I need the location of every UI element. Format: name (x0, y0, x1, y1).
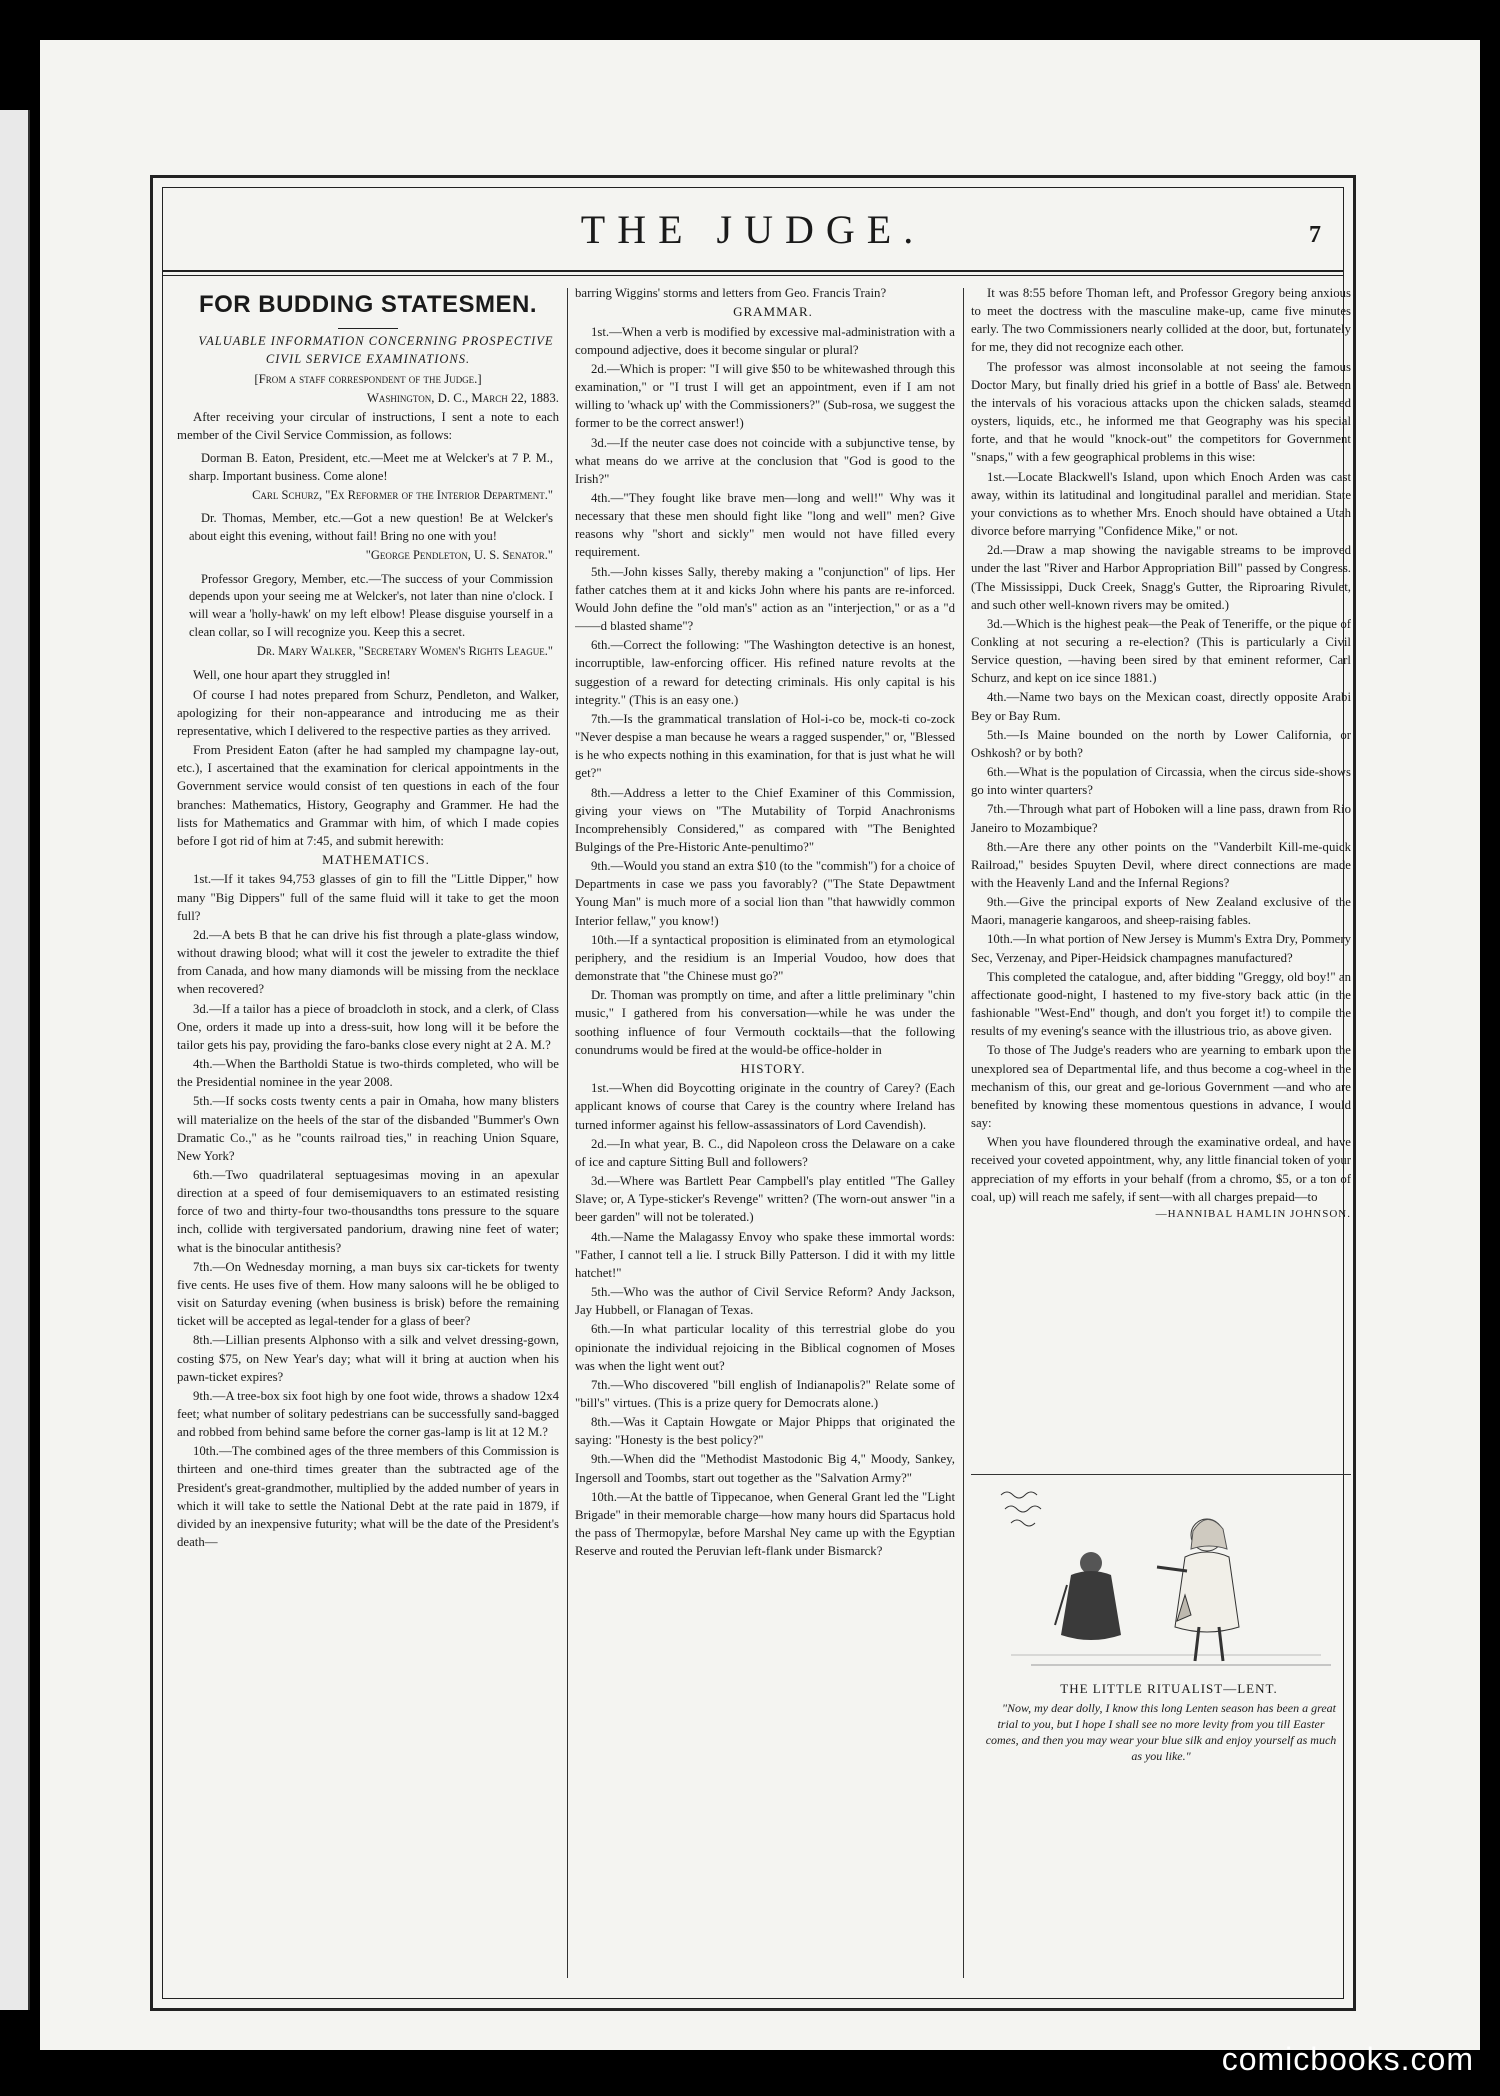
column-3 (971, 284, 1351, 1982)
question: 9th.—When did the "Methodist Mastodonic Big 4," Moody, Sankey, Ingersoll and Toombs, start out together as the "Salvation Army?" (575, 1452, 955, 1485)
section-heading-mathematics: MATHEMATICS. (322, 852, 430, 868)
intro-paragraph: After receiving your circular of instructions, I sent a note to each member of the Civil Service Commission, as follows: (177, 409, 559, 443)
question: 9th.—Would you stand an extra $10 (to the "commish") for a choice of Departments in case we pass you favorably? ("The State Depawtment Young Man" is much more of a social lion than "that hawwidly common Interior fellaw," you know!) (575, 859, 955, 928)
watermark: comicbooks.com (1221, 2041, 1474, 2077)
question: 6th.—Two quadrilateral septuagesimas moving in an apexular direction at a speed of four demisemiquavers to an estimated resisting force of two and thirty-four two-thousandths tons pressure to the square inch, collide with tergiversated pandorium, drawing nine feet of water; what is the binocular antithesis? (177, 1167, 559, 1255)
paragraph: Well, one hour apart they struggled in! (193, 668, 391, 683)
masthead-rule (163, 270, 1343, 272)
page-inner-border (162, 187, 1351, 1999)
article-title: FOR BUDDING STATESMEN. (198, 291, 538, 318)
question: 8th.—Address a letter to the Chief Examiner of this Commission, giving your views on "The Mutability of Torpid Anachronisms Incomprehensibly Considered," as compared with "The Benighted Bulgings of the Pre-Historic Ante-penultimo?" (575, 785, 955, 854)
question: 3d.—Which is the highest peak—the Peak of Teneriffe, or the pique of Conkling at not securing a re-election? (This is particularly a Civil Service question, —having been sired by that eminent reformer, Carl Schurz, and kept on ice since 1881.) (971, 616, 1351, 686)
letter-signature: "George Pendleton, U. S. Senator." (365, 547, 553, 562)
question: 7th.—Who discovered "bill english of Indianapolis?" Relate some of "bill's" virtues. (This is a prize query for Democrats alone.) (575, 1377, 955, 1410)
paragraph: Of course I had notes prepared from Schurz, Pendleton, and Walker, apologizing for their non-appearance and introducing me as their representative, which I delivered to the respective parties as they arrived. (177, 687, 559, 738)
question: 7th.—Is the grammatical translation of Hol-i-co be, mock-ti co-zock "Never despise a man because he wears a ragged suspender," or, "Blessed is he who expects nothing in this examination, for that is just what he will get?" (575, 711, 955, 781)
question: 5th.—Is Maine bounded on the north by Lower California, or Oshkosh? or by both? (971, 727, 1351, 760)
dateline-note: [From a staff correspondent of the Judge.] (254, 371, 482, 386)
doll-figure (1055, 1552, 1121, 1640)
question: 6th.—Correct the following: "The Washington detective is an honest, incorruptible, law-enforcing officer. His refined nature revolts at the suggestion of a reward for detecting criminals. His only capital is his integrity." (This is an easy one.) (575, 638, 955, 707)
question: 8th.—Lillian presents Alphonso with a silk and velvet dressing-gown, costing $75, on New Year's day; what will it bring at auction when his pawn-ticket expires? (177, 1333, 559, 1384)
question: 8th.—Are there any other points on the "Vanderbilt Kill-me-quick Railroad," besides Spuyten Devil, where direct connections are made with the Heavenly Land and the Infernal Regions? (971, 839, 1351, 890)
letter-body: Dorman B. Eaton, President, etc.—Meet me at Welcker's at 7 P. M., sharp. Important business. Come alone! (189, 451, 553, 483)
paragraph: From President Eaton (after he had sampled my champagne lay-out, etc.), I ascertained that the examination for clerical appointments in the Government service would consist of ten questions in each of the four branches: Mathematics, History, Geography and Grammer. He had the lists for Mathematics and Grammar with him, of which I made copies before I got rid of him at 7:45, and submit herewith: (177, 743, 559, 848)
page-border (150, 175, 1356, 2011)
question: 10th.—In what portion of New Jersey is Mumm's Extra Dry, Pommery Sec, Verzenay, and Piper-Heidsick champagnes manufactured? (971, 932, 1351, 965)
question: 7th.—On Wednesday morning, a man buys six car-tickets for twenty five cents. He uses five of them. How many saloons will he be obliged to visit on Saturday evening (when business is brisk) before the remaining ticket will be accepted as legal-tender for a glass of beer? (177, 1259, 559, 1329)
question: 6th.—In what particular locality of this terrestrial globe do you opinionate the individual rejoicing in the Biblical cognomen of Moses was when the light went out? (575, 1322, 955, 1373)
newspaper-page (40, 40, 1480, 2050)
letter-signature: Carl Schurz, "Ex Reformer of the Interior Department." (252, 487, 553, 502)
masthead: THE JUDGE. (580, 207, 926, 252)
paragraph: It was 8:55 before Thoman left, and Professor Gregory being anxious to meet the doctress with the masculine make-up, came five minutes early. The two Commissioners nearly collided at the door, but, fortunately for me, they did not recognize each other. (971, 286, 1351, 355)
paragraph: This completed the catalogue, and, after bidding "Greggy, old boy!" an affectionate good-night, I hastened to my five-story back attic (in the fashionable "West-End" though, and don't you forget it!) to compile the results of my evening's seance with the illustrious trio, as above given. (971, 969, 1351, 1039)
question: 9th.—A tree-box six foot high by one foot wide, throws a shadow 12x4 feet; what number of solitary pedestrians can be successfully sand-bagged and robbed from behind same before the corner gas-lamp is lit at 12 M.? (177, 1388, 559, 1440)
question: 4th.—Name two bays on the Mexican coast, directly opposite Arabi Bey or Bay Rum. (971, 690, 1351, 723)
column-divider (567, 288, 568, 1978)
girl-figure (1157, 1519, 1239, 1661)
section-heading-history: HISTORY. (740, 1060, 806, 1076)
question: 10th.—If a syntactical proposition is eliminated from an etymological periphery, and the residium is an Imperial Voudoo, how does that demonstrate that "the Chinese must go?" (575, 932, 955, 984)
question: 2d.—In what year, B. C., did Napoleon cross the Delaware on a cake of ice and capture Sitting Bull and followers? (575, 1136, 955, 1169)
question: 1st.—When a verb is modified by excessive mal-administration with a compound adjective, does it become singular or plural? (575, 324, 955, 357)
question: 10th.—The combined ages of the three members of this Commission is thirteen and one-third times greater than the subtracted age of the President's great-grandmother, multiplied by the added number of years in which it will take to settle the National Debt at the rate paid in 1879, if divided by an inexpensive futurity; what will be the date of the President's death— (177, 1444, 559, 1550)
question: 5th.—Who was the author of Civil Service Reform? Andy Jackson, Jay Hubbell, or Flanagan of Texas. (575, 1285, 955, 1318)
question: 1st.—Locate Blackwell's Island, upon which Enoch Arden was cast away, within its latitudinal and longitudinal parallel and meridian. State your convictions as to whether Mrs. Enoch should have obtained a Utah divorce before marrying "Confidence Mike," or not. (971, 469, 1351, 539)
column-divider (963, 288, 964, 1978)
masthead-rule-thin (163, 275, 1343, 276)
page-number: 7 (1309, 222, 1321, 248)
question: 2d.—A bets B that he can drive his fist through a plate-glass window, without drawing blood; what will it cost the jeweler to extradite the thief from Canada, and how many diamonds will be missing from the necklace when recovered? (177, 927, 559, 997)
question: 1st.—If it takes 94,753 glasses of gin to fill the "Little Dipper," how many "Big Dippers" full of the same fluid will it take to get the moon full? (177, 872, 559, 923)
paragraph: When you have floundered through the examinative ordeal, and have received your coveted appointment, why, any little financial token of your appreciation of my efforts in your behalf (from a chromo, $5, or a ton of coal, up) will reach me safely, if sent—with all charges prepaid—to (971, 1135, 1351, 1204)
question: 1st.—When did Boycotting originate in the country of Carey? (Each applicant knows of course that Carey is the country where Ireland has turned informer against his fellow-assassinators of Lord Cavendish). (575, 1081, 955, 1132)
question: 3d.—If a tailor has a piece of broadcloth in stock, and a clerk, of Class One, orders it made up into a dress-suit, how long will it be before the tailor gets his pay, providing the faro-banks close every night at 2 A. M.? (177, 1001, 559, 1052)
column-1 (177, 284, 559, 1982)
continued-text: barring Wiggins' storms and letters from Geo. Francis Train? (575, 286, 887, 300)
question: 3d.—If the neuter case does not coincide with a subjunctive tense, by what means do we arrive at the conclusion that "God is good to the Irish?" (575, 435, 955, 486)
question: 2d.—Which is proper: "I will give $50 to be whitewashed through this examination," or "I trust I will get an appointment, even if I am not willing to 'whack up' with the Commissioners?" (Sub-rosa, we suggest the former to be the correct answer!) (575, 361, 955, 431)
dateline: Washington, D. C., March 22, 1883. (366, 390, 559, 405)
illustration-caption-title: THE LITTLE RITUALIST—LENT. (1060, 1681, 1278, 1697)
title-rule (338, 328, 398, 329)
letter (189, 571, 553, 661)
question: 5th.—If socks costs twenty cents a pair in Omaha, how many blisters will materialize on the heels of the star of the disbanded "Bummer's Own Dramatic Co.," as he "counts railroad ties," in reaching Union Square, New York? (177, 1094, 559, 1163)
question: 4th.—When the Bartholdi Statue is two-thirds completed, who will be the Presidential nominee in the year 2008. (177, 1057, 559, 1090)
letter (189, 510, 553, 564)
question: 5th.—John kisses Sally, thereby making a "conjunction" of lips. Her father catches them at it and kicks John where his pants are re-inforced. Would John define the "old man's" action as an "interjection," or as a "d——d blasted shame"? (575, 564, 955, 634)
question: 9th.—Give the principal exports of New Zealand exclusive of the Maori, managerie kangaroos, and sheep-raising fables. (971, 895, 1351, 928)
question: 4th.—"They fought like brave men—long and well!" Why was it necessary that these men should fight like "long and well" men? Give reasons why "short and sickly" men would not have filled every requirement. (575, 491, 955, 560)
paragraph: To those of The Judge's readers who are yearning to embark upon the unexplored sea of Departmental life, and thus become a cog-wheel in the mechanism of this, our great and ge-lorious Government —and who are benefited by knowing these momentous questions in advance, I would say: (971, 1043, 1351, 1131)
letter-body: Dr. Thomas, Member, etc.—Got a new question! Be at Welcker's about eight this evening, without fail! Bring no one with you! (189, 511, 553, 544)
byline: —HANNIBAL HAMLIN JOHNSON. (1155, 1207, 1351, 1220)
illustration-girl-with-doll (971, 1475, 1351, 1675)
paragraph: The professor was almost inconsolable at not seeing the famous Doctor Mary, but finally dried his grief in a bottle of Bass' ale. Between the intervals of his voracious attacks upon the chicken salads, steamed oysters, liquids, etc., he informed me that Geography was his special forte, and that he would "knock-out" the competitors for Government "snaps," with a few geographical problems in this wise: (971, 359, 1351, 465)
question: 3d.—Where was Bartlett Pear Campbell's play entitled "The Galley Slave; or, A Type-sticker's Revenge" written? (The worn-out answer "in a beer garden" will not be tolerated.) (575, 1174, 955, 1225)
letter (189, 450, 553, 504)
question: 6th.—What is the population of Circassia, when the circus side-shows go into winter quarters? (971, 765, 1351, 798)
question: 10th.—At the battle of Tippecanoe, when General Grant led the "Light Brigade" in their memorable charge—how many hours did Spartacus hold the pass of Thermopylæ, before Marshal Ney came up with the Egyptian Reserve and routed the Peruvian left-flank under Bismarck? (575, 1489, 955, 1559)
question: 2d.—Draw a map showing the navigable streams to be improved under the last "River and Harbor Appropriation Bill" passed by Congress. (The Mississippi, Duck Creek, Snagg's Gutter, the Riproaring Rivulet, and such other well-known rivers may be omited.) (971, 543, 1351, 612)
illustration-caption-text: "Now, my dear dolly, I know this long Lenten season has been a great trial to you, but I hope I shall see no more levity from you till Easter comes, and then you may wear your blue silk and enjoy yourself as much as you like." (985, 1700, 1337, 1764)
question: 4th.—Name the Malagassy Envoy who spake these immortal words: "Father, I cannot tell a lie. I struck Billy Patterson. I did it with my little hatchet!" (575, 1229, 955, 1280)
article-subtitle: VALUABLE INFORMATION CONCERNING PROSPECTIVE CIVIL SERVICE EXAMINATIONS. (198, 334, 554, 366)
paragraph: Dr. Thoman was promptly on time, and after a little preliminary "chin music," I gathered from his conversation—while he was under the soothing influence of four Vermouth cocktails—that the following conundrums would be fired at the would-be office-holder in (575, 988, 955, 1057)
illustration-panel (971, 1474, 1351, 1775)
column-2 (575, 284, 955, 1982)
question: 8th.—Was it Captain Howgate or Major Phipps that originated the saying: "Honesty is the best policy?" (575, 1415, 955, 1448)
question: 7th.—Through what part of Hoboken will a line pass, drawn from Rio Janeiro to Mozambique? (971, 802, 1351, 835)
facing-page-edge (0, 110, 30, 2010)
section-heading-grammar: GRAMMAR. (733, 304, 813, 320)
letter-body: Professor Gregory, Member, etc.—The success of your Commission depends upon your seeing me at Welcker's, not later than nine o'clock. I will wear a 'holly-hawk' on my left elbow! Please disguise yourself in a clean collar, so I will recognize you. Keep this a secret. (189, 571, 553, 639)
letter-signature: Dr. Mary Walker, "Secretary Women's Rights League." (256, 643, 553, 658)
article-columns (177, 284, 1351, 1982)
